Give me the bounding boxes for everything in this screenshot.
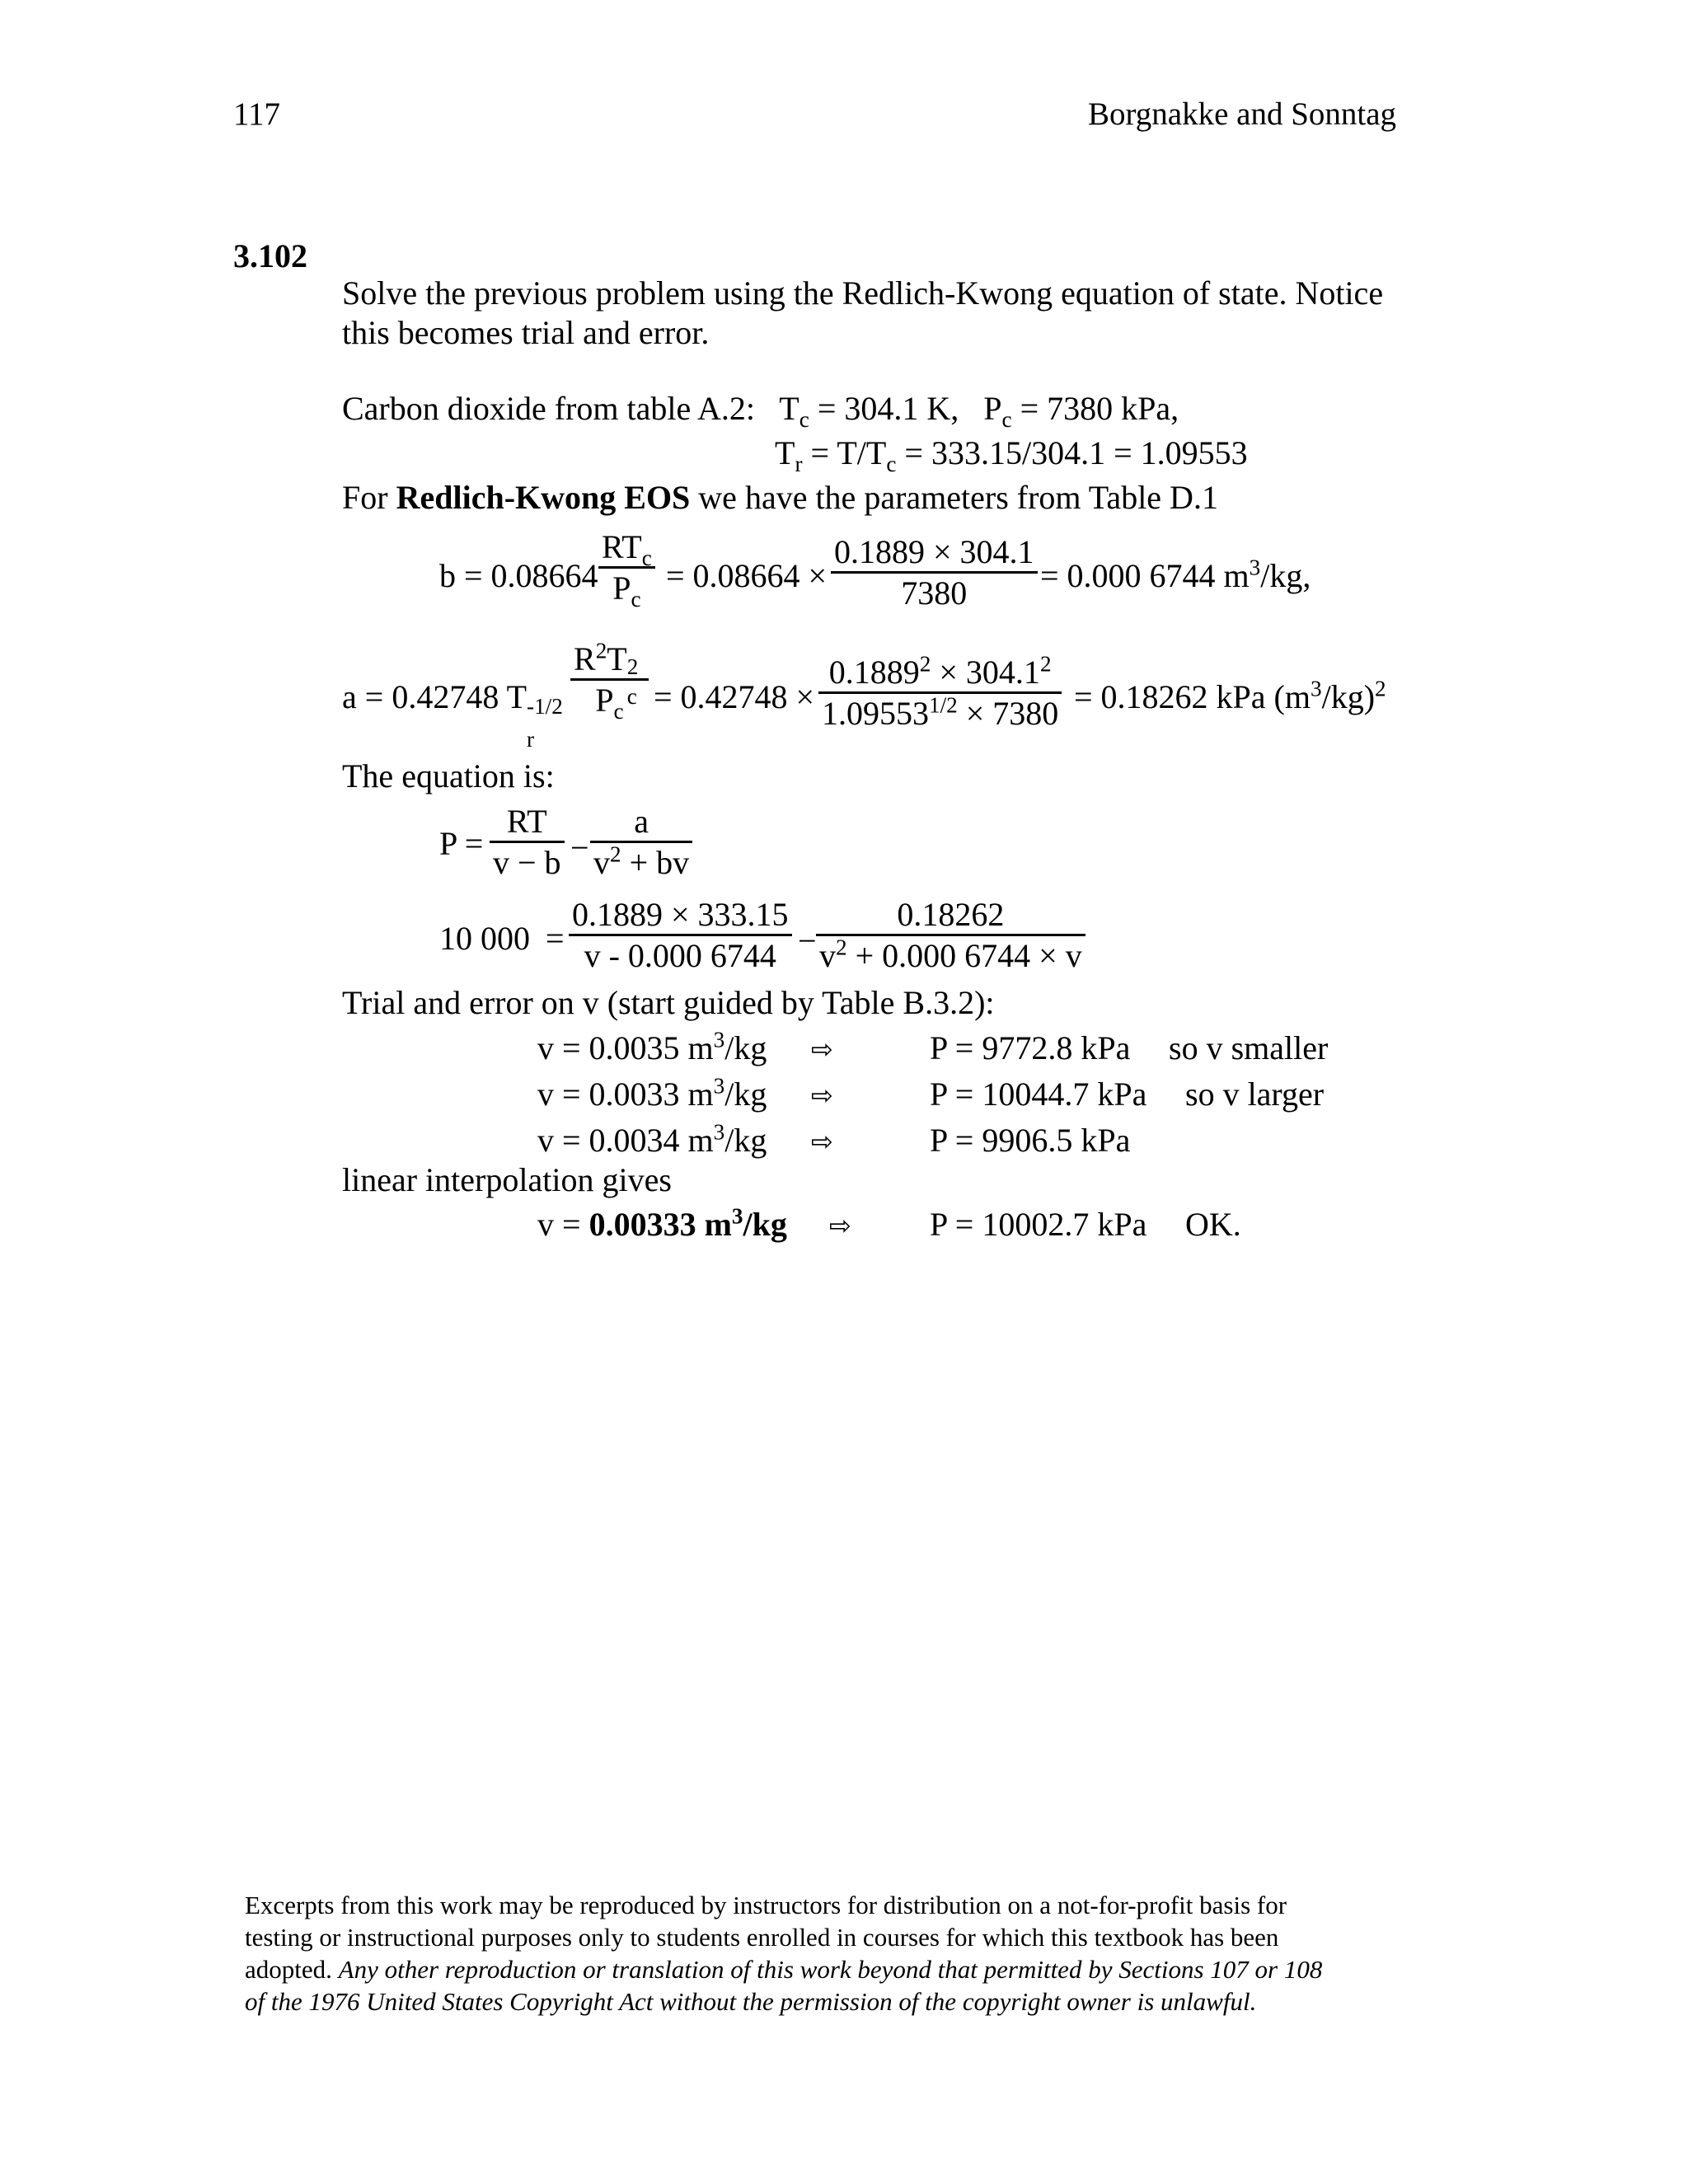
a-equation-mid: = 0.42748 ×	[654, 678, 815, 715]
page-number: 117	[233, 96, 281, 132]
trial-row-2-volume: v = 0.0033 $m^3/kg$	[537, 1073, 767, 1113]
arrow-icon: ⇨	[811, 1126, 833, 1157]
fraction-bar	[490, 841, 565, 843]
copyright-line-4: of the 1976 United States Copyright Act without the permission of the copyright owner is unlawful.	[245, 1987, 1257, 2016]
copyright-notice	[245, 1889, 1322, 2018]
equation-fraction-2	[590, 804, 692, 881]
interpolation-label: linear interpolation gives	[342, 1161, 672, 1198]
equation-intro: The equation is:	[342, 757, 555, 794]
final-volume: v = 0.00333 $m^3/kg$	[537, 1203, 787, 1243]
trial-row-3-volume: v = 0.0034 $m^3/kg$	[537, 1119, 767, 1159]
reduced-temperature-line	[775, 434, 1248, 476]
b-result-unit: /kg,	[1260, 557, 1311, 594]
a-result-exponent-1: 3	[1311, 676, 1322, 701]
fraction-bar	[590, 841, 692, 843]
equation-fraction-2-numerator: a	[634, 803, 649, 840]
b-equation-result	[1040, 556, 1311, 596]
numeric-equation-lhs: 10 000	[439, 920, 530, 957]
b-result-exponent: 3	[1249, 555, 1261, 580]
tr-subscript: r	[527, 727, 535, 752]
numeric-fraction-1	[569, 897, 792, 974]
numeric-fraction-1-denominator: v - 0.000 6744	[584, 937, 776, 974]
a-fraction-numeric	[818, 651, 1062, 732]
equation-fraction-1	[490, 804, 565, 881]
fraction-bar	[816, 934, 1085, 936]
trial-row-2-note: so v larger	[1185, 1076, 1325, 1113]
trial-row-1-pressure: P = 9772.8 kPa	[930, 1029, 1131, 1066]
a-fraction-symbolic-numerator: $R^2T$ 2 c	[574, 638, 639, 709]
running-header: Borgnakke and Sonntag	[1088, 96, 1397, 132]
numeric-fraction-2-denominator: $v^2 + 0.000$ 6744 × v	[819, 935, 1082, 974]
b-equation-mid: = 0.08664 ×	[666, 557, 828, 594]
fraction-bar	[569, 934, 792, 936]
b-fraction-symbolic-numerator: $RT_c$	[602, 528, 652, 570]
problem-statement-line-1: Solve the previous problem using the Redlich-Kwong equation of state. Notice	[342, 274, 1384, 312]
a-equation-lhs: a = 0.42748 T -1/2 r	[342, 677, 568, 717]
a-equation-result	[1074, 677, 1386, 717]
final-note: OK.	[1185, 1206, 1241, 1243]
problem-statement-line-2: this becomes trial and error.	[342, 314, 710, 351]
b-equation-lhs: b = 0.08664	[439, 557, 598, 594]
tr-subscript: r	[795, 452, 803, 476]
a-fraction-numeric-denominator: $1.09553^{1/2} \times 7380$	[822, 692, 1059, 732]
a-fraction-symbolic	[570, 638, 649, 724]
tr-exponent: -1/2	[527, 694, 563, 719]
rk-intro-post: we have the parameters from Table D.1	[690, 479, 1218, 516]
tr-ratio-subscript: c	[886, 452, 897, 476]
a-fraction-numeric-numerator: $0.1889^2 \times 304.1^2$	[828, 651, 1052, 691]
equation-lhs: P =	[439, 825, 484, 862]
rk-intro-bold: Redlich-Kwong EOS	[396, 479, 691, 516]
tc-symbol: T	[779, 390, 799, 427]
trial-row-1-volume: v = 0.0035 $m^3/kg$	[537, 1027, 767, 1066]
equation-fraction-2-denominator: $v^2$ + bv	[593, 841, 690, 881]
numeric-fraction-1-numerator: 0.1889 × 333.15	[572, 896, 789, 933]
arrow-icon: ⇨	[811, 1033, 833, 1065]
trial-row-2-pressure: P = 10044.7 kPa	[930, 1076, 1147, 1113]
fraction-bar	[598, 566, 655, 569]
rk-intro	[342, 478, 1218, 518]
trial-row-1-note: so v smaller	[1169, 1029, 1329, 1066]
trial-row-3-pressure: P = 9906.5 kPa	[930, 1122, 1131, 1159]
tr-symbol: T	[775, 434, 795, 471]
numeric-equation-equals: =	[546, 920, 565, 957]
copyright-line-1: Excerpts from this work may be reproduced by instructors for distribution on a not-for-profit basis for	[245, 1891, 1287, 1919]
trial-intro: Trial and error on v (start guided by Table B.3.2):	[342, 984, 995, 1021]
a-result-exponent-2: 2	[1375, 676, 1386, 701]
pc-value: = 7380 kPa,	[1011, 390, 1179, 427]
b-fraction-symbolic-denominator: $P_c$	[612, 569, 641, 612]
critical-properties-line	[342, 389, 1179, 432]
tr-ratio: = T/T	[802, 434, 887, 471]
numeric-fraction-2	[816, 897, 1085, 974]
b-fraction-numeric-denominator: 7380	[901, 574, 968, 612]
a-fraction-symbolic-denominator: $P_c$	[595, 682, 624, 724]
equation-minus: −	[570, 829, 589, 866]
a-result-value: = 0.18262 kPa (m	[1074, 678, 1311, 715]
tc-subscript: c	[799, 407, 809, 432]
numeric-fraction-2-numerator: 0.18262	[897, 896, 1005, 933]
tc-value: = 304.1 K,	[809, 390, 959, 427]
b-result-value: = 0.000 6744 m	[1040, 557, 1250, 594]
properties-source: Carbon dioxide from table A.2:	[342, 390, 756, 427]
problem-number: 3.102	[233, 237, 307, 274]
b-fraction-numeric	[831, 534, 1038, 612]
equation-fraction-1-denominator: v − b	[493, 844, 561, 881]
pc-symbol: P	[983, 390, 1002, 427]
rk-intro-pre: For	[342, 479, 396, 516]
copyright-line-2: testing or instructional purposes only to students enrolled in courses for which this textbook has been	[245, 1923, 1279, 1952]
b-fraction-symbolic	[598, 528, 655, 612]
a-result-unit: /kg)	[1321, 678, 1376, 715]
tr-value: = 333.15/304.1 = 1.09553	[896, 434, 1248, 471]
b-fraction-numeric-numerator: 0.1889 × 304.1	[834, 533, 1034, 570]
copyright-line-3: adopted. Any other reproduction or translation of this work beyond that permitted by Sections 107 or 108	[245, 1955, 1323, 1984]
equation-fraction-1-numerator: RT	[506, 803, 547, 840]
arrow-icon: ⇨	[811, 1080, 833, 1111]
fraction-bar	[831, 571, 1038, 574]
final-pressure: P = 10002.7 kPa	[930, 1206, 1147, 1243]
arrow-icon: ⇨	[829, 1210, 851, 1241]
pc-subscript: c	[1001, 407, 1012, 432]
numeric-equation-minus: −	[798, 922, 817, 959]
